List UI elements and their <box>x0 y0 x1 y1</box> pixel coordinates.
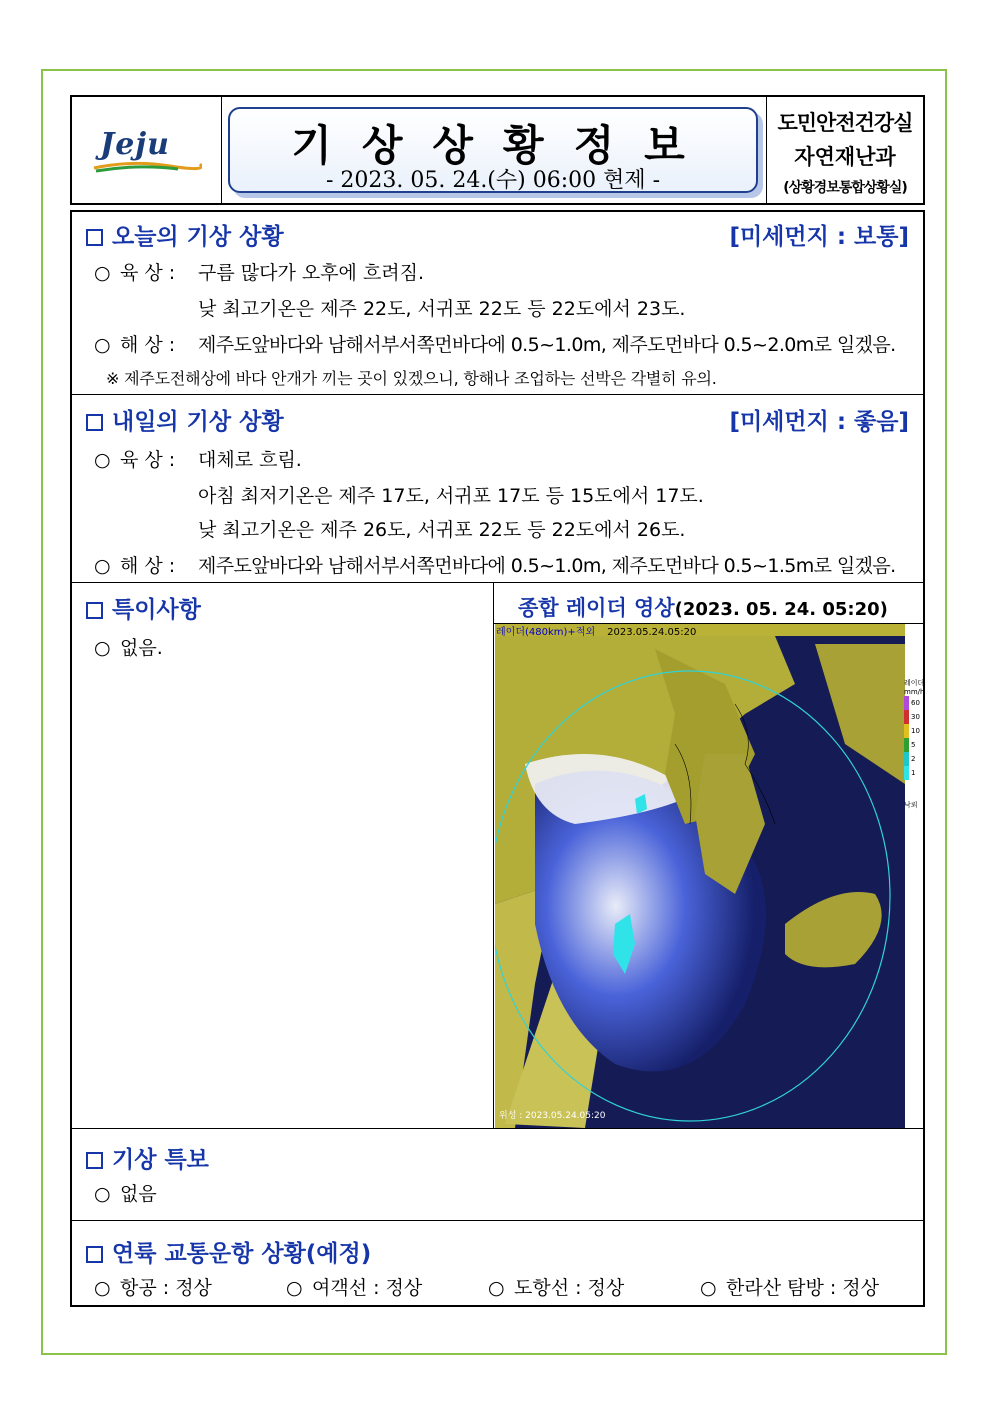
legend-title: 레이더 <box>904 679 925 687</box>
legend-value: 2 <box>911 755 916 763</box>
checkbox-icon <box>86 1246 103 1263</box>
warning-heading: 기상 특보 <box>86 1141 209 1174</box>
tomorrow-section <box>72 395 923 583</box>
warning-item: ○ 없음 <box>94 1183 157 1205</box>
legend-value: 5 <box>911 741 916 749</box>
report-body <box>70 210 925 1307</box>
legend-value: 60 <box>911 699 920 707</box>
title-box <box>228 107 758 193</box>
special-heading: 특이사항 <box>86 591 201 624</box>
traffic-heading: 연륙 교통운항 상황(예정) <box>86 1235 371 1268</box>
checkbox-icon <box>86 414 103 431</box>
legend-swatch <box>904 752 909 766</box>
dept-room: (상황경보통합상황실) <box>783 180 907 196</box>
traffic-passenger-ship: ○ 여객선 : 정상 <box>286 1277 423 1299</box>
legend-swatch <box>904 738 909 752</box>
radar-satellite-image <box>495 624 905 1128</box>
legend-item <box>904 724 926 738</box>
legend-item <box>904 766 926 780</box>
warning-section <box>72 1129 923 1221</box>
legend-value: 30 <box>911 713 920 721</box>
radar-footer: 위성 : 2023.05.24.05:20 <box>499 1111 606 1121</box>
report-datetime: - 2023. 05. 24.(수) 06:00 현제 - <box>325 168 661 193</box>
special-item: ○ 없음. <box>94 637 163 659</box>
tomorrow-land-line1: ○ 육 상 : 대체로 흐림. <box>94 449 302 471</box>
department-cell <box>766 97 923 203</box>
checkbox-icon <box>86 229 103 246</box>
tomorrow-heading: 내일의 기상 상황 <box>86 403 284 436</box>
checkbox-icon <box>86 602 103 619</box>
today-dust-level: [미세먼지 : 보통] <box>729 224 909 250</box>
legend-swatch <box>904 724 909 738</box>
radar-map <box>495 624 905 1128</box>
today-land-line1: ○ 육 상 : 구름 많다가 오후에 흐려짐. <box>94 262 425 284</box>
legend-item <box>904 710 926 724</box>
legend-lightning: 낙뢰 <box>904 801 918 809</box>
legend-swatch <box>904 710 909 724</box>
tomorrow-land-line3: 낮 최고기온은 제주 26도, 서귀포 22도 등 22도에서 26도. <box>198 519 686 541</box>
column-divider <box>493 583 494 1128</box>
legend-item <box>904 752 926 766</box>
legend-unit: mm/h <box>904 688 925 696</box>
radar-legend <box>904 678 926 858</box>
today-section <box>72 212 923 395</box>
legend-value: 1 <box>911 769 916 777</box>
radar-title: 종합 레이더 영상(2023. 05. 24. 05:20) <box>518 596 888 620</box>
tomorrow-sea-line: ○ 해 상 : 제주도앞바다와 남해서부서쪽먼바다에 0.5~1.0m, 제주도먼바다 0.5~1.5m로 일겠음. <box>94 555 896 577</box>
today-fog-note: ※ 제주도전해상에 바다 안개가 끼는 곳이 있겠으니, 항해나 조업하는 선박은 각별히 유의. <box>106 369 717 388</box>
today-land-line2: 낮 최고기온은 제주 22도, 서귀포 22도 등 22도에서 23도. <box>198 298 686 320</box>
logo-cell <box>72 97 222 203</box>
dept-office: 도민안전건강실 <box>777 111 913 135</box>
today-sea-line: ○ 해 상 : 제주도앞바다와 남해서부서쪽먼바다에 0.5~1.0m, 제주도먼바다 0.5~2.0m로 일겠음. <box>94 334 896 356</box>
tomorrow-land-line2: 아침 최저기온은 제주 17도, 서귀포 17도 등 15도에서 17도. <box>198 485 704 507</box>
header <box>70 95 925 205</box>
legend-items <box>904 696 926 780</box>
jeju-logo: Jeju <box>100 127 170 162</box>
today-heading: 오늘의 기상 상황 <box>86 218 284 251</box>
radar-caption: 레이더(480km)+적외 2023.05.24.05:20 <box>496 627 697 638</box>
traffic-hallasan: ○ 한라산 탐방 : 정상 <box>700 1277 879 1299</box>
checkbox-icon <box>86 1152 103 1169</box>
logo-swoosh-icon <box>92 159 202 173</box>
tomorrow-dust-level: [미세먼지 : 좋음] <box>729 409 909 435</box>
traffic-air: ○ 항공 : 정상 <box>94 1277 212 1299</box>
legend-swatch <box>904 696 909 710</box>
dept-division: 자연재난과 <box>794 145 896 169</box>
legend-swatch <box>904 766 909 780</box>
legend-item <box>904 738 926 752</box>
page-title: 기상상황정보 <box>291 121 715 170</box>
traffic-section <box>72 1221 923 1305</box>
legend-item <box>904 696 926 710</box>
traffic-ferry: ○ 도항선 : 정상 <box>488 1277 625 1299</box>
legend-value: 10 <box>911 727 920 735</box>
